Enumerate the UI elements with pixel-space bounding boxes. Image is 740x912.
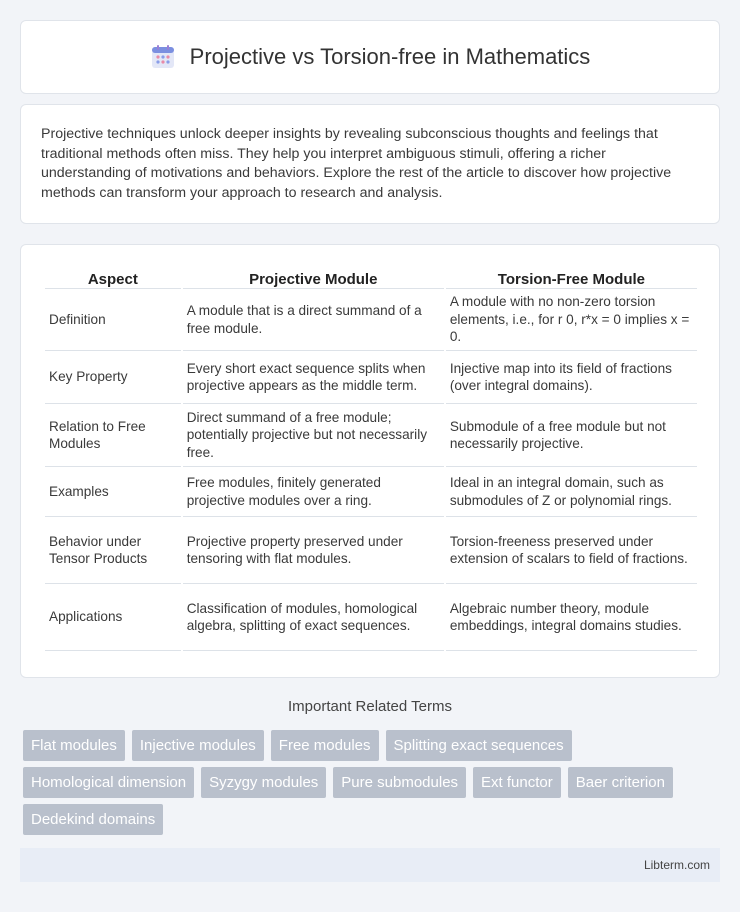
tag-homological-dimension[interactable]: Homological dimension <box>23 767 194 798</box>
table-cell: Free modules, finitely generated projective modules over a ring. <box>183 467 444 517</box>
tag-dedekind-domains[interactable]: Dedekind domains <box>23 804 163 835</box>
table-cell: A module that is a direct summand of a free module. <box>183 289 444 351</box>
table-cell: Relation to Free Modules <box>45 404 181 467</box>
table-cell: Ideal in an integral domain, such as submodules of Z or polynomial rings. <box>446 467 697 517</box>
table-cell: Injective map into its field of fractions (over integral domains). <box>446 351 697 404</box>
table-cell: Classification of modules, homological algebra, splitting of exact sequences. <box>183 584 444 651</box>
tag-free-modules[interactable]: Free modules <box>271 730 379 761</box>
table-cell: Examples <box>45 467 181 517</box>
table-cell: Definition <box>45 289 181 351</box>
related-terms-list <box>23 730 723 841</box>
table-row <box>45 404 697 467</box>
table-cell: A module with no non-zero torsion elements, i.e., for r 0, r*x = 0 implies x = 0. <box>446 289 697 351</box>
footer <box>20 848 720 882</box>
intro-text: Projective techniques unlock deeper insights by revealing subconscious thoughts and feelings that traditional methods often miss. They help you interpret ambiguous stimuli, offering a richer understanding of motivations and behaviors. Explore the rest of the article to discover how projective methods can transform your approach to research and analysis. <box>41 126 672 201</box>
tag-pure-submodules[interactable]: Pure submodules <box>333 767 466 798</box>
tag-syzygy-modules[interactable]: Syzygy modules <box>201 767 326 798</box>
table-row <box>45 467 697 517</box>
intro-card <box>20 104 720 224</box>
table-cell: Submodule of a free module but not necessarily projective. <box>446 404 697 467</box>
column-header-projective: Projective Module <box>183 265 444 289</box>
related-terms-title: Important Related Terms <box>288 698 452 715</box>
tag-ext-functor[interactable]: Ext functor <box>473 767 561 798</box>
table-cell: Torsion-freeness preserved under extension of scalars to field of fractions. <box>446 517 697 584</box>
table-cell: Every short exact sequence splits when projective appears as the middle term. <box>183 351 444 404</box>
column-header-aspect: Aspect <box>45 265 181 289</box>
calendar-grid-icon <box>150 44 176 70</box>
table-row <box>45 289 697 351</box>
comparison-table <box>43 265 699 651</box>
column-header-torsion-free: Torsion-Free Module <box>446 265 697 289</box>
tag-injective-modules[interactable]: Injective modules <box>132 730 264 761</box>
table-cell: Applications <box>45 584 181 651</box>
page-title: Projective vs Torsion-free in Mathematics <box>189 44 591 69</box>
comparison-card <box>20 244 720 678</box>
table-cell: Algebraic number theory, module embeddings, integral domains studies. <box>446 584 697 651</box>
tag-baer-criterion[interactable]: Baer criterion <box>568 767 673 798</box>
tag-splitting-exact-sequences[interactable]: Splitting exact sequences <box>386 730 572 761</box>
table-row <box>45 351 697 404</box>
table-row <box>45 584 697 651</box>
tag-flat-modules[interactable]: Flat modules <box>23 730 125 761</box>
table-row <box>45 517 697 584</box>
table-header-row <box>45 265 697 289</box>
table-cell: Key Property <box>45 351 181 404</box>
header-card <box>20 20 720 94</box>
table-cell: Behavior under Tensor Products <box>45 517 181 584</box>
table-cell: Direct summand of a free module; potentially projective but not necessarily free. <box>183 404 444 467</box>
table-cell: Projective property preserved under tensoring with flat modules. <box>183 517 444 584</box>
footer-site-link[interactable]: Libterm.com <box>643 858 710 872</box>
